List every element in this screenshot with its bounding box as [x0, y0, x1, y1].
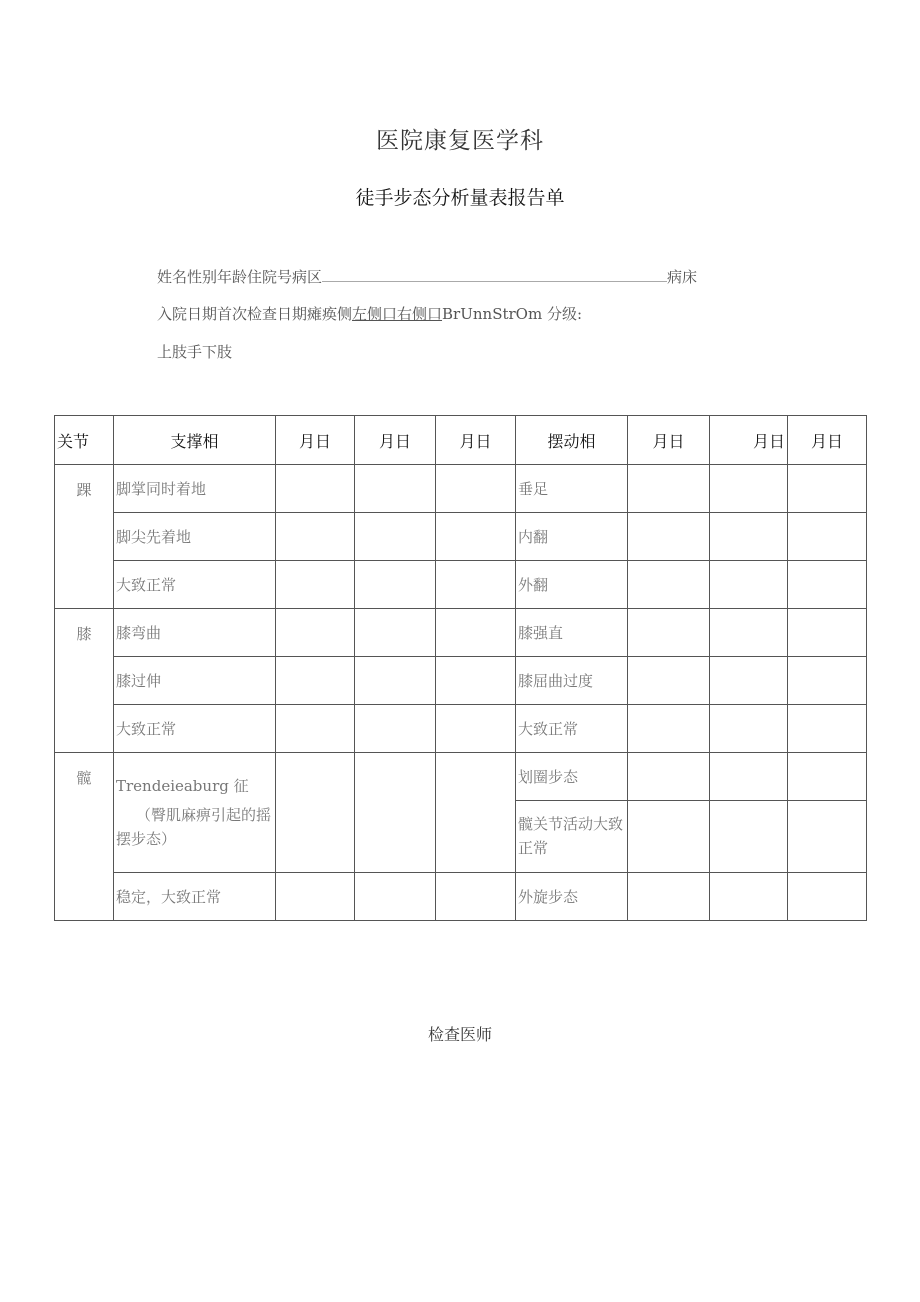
ankle-stance-item: 大致正常: [114, 561, 276, 609]
knee-stance-item: 大致正常: [114, 705, 276, 753]
date-cell[interactable]: [628, 801, 710, 873]
hip-swing-item: 划圈步态: [516, 753, 628, 801]
table-row: [55, 513, 867, 561]
patient-info-line-1: [157, 266, 697, 287]
date-cell[interactable]: [710, 705, 788, 753]
date-cell[interactable]: [628, 513, 710, 561]
date-cell[interactable]: [788, 705, 867, 753]
date-cell[interactable]: [788, 513, 867, 561]
date-cell[interactable]: [436, 465, 516, 513]
date-cell[interactable]: [710, 609, 788, 657]
date-cell[interactable]: [628, 657, 710, 705]
date-cell[interactable]: [276, 705, 355, 753]
header-date-4: 月日: [628, 416, 710, 465]
date-cell[interactable]: [710, 873, 788, 921]
date-cell[interactable]: [276, 609, 355, 657]
joint-ankle: 踝: [55, 465, 114, 609]
examining-physician-label: 检查医师: [427, 1025, 492, 1044]
date-cell[interactable]: [436, 705, 516, 753]
date-cell[interactable]: [628, 561, 710, 609]
header-date-1: 月日: [276, 416, 355, 465]
date-cell[interactable]: [788, 465, 867, 513]
trendelenburg-sign: Trendeieaburg 征: [116, 777, 249, 795]
date-cell[interactable]: [355, 657, 436, 705]
hip-stance-stable-item: 稳定，大致正常: [114, 873, 276, 921]
hip-trendelenburg-item: [114, 753, 276, 873]
date-cell[interactable]: [710, 513, 788, 561]
hip-swing-item: 髋关节活动大致正常: [516, 801, 628, 873]
ankle-swing-item: 垂足: [516, 465, 628, 513]
joint-knee: 膝: [55, 609, 114, 753]
header-date-3: 月日: [436, 416, 516, 465]
ankle-stance-item: 脚尖先着地: [114, 513, 276, 561]
table-row: [55, 561, 867, 609]
patient-basic-fields: 姓名性别年龄住院号病区: [157, 268, 323, 286]
date-cell[interactable]: [788, 657, 867, 705]
date-cell[interactable]: [710, 801, 788, 873]
date-cell[interactable]: [276, 753, 355, 873]
date-cell[interactable]: [710, 561, 788, 609]
date-cell[interactable]: [788, 561, 867, 609]
bed-label: 病床: [667, 268, 698, 286]
date-cell[interactable]: [276, 873, 355, 921]
date-cell[interactable]: [276, 561, 355, 609]
date-cell[interactable]: [788, 873, 867, 921]
form-title: 徒手步态分析量表报告单: [355, 187, 565, 209]
limb-grade-line: 上肢手下肢: [157, 343, 233, 361]
header-date-2: 月日: [355, 416, 436, 465]
table-row: [55, 873, 867, 921]
header-swing-phase: 摆动相: [516, 416, 628, 465]
brunnstrom-label: BrUnnStrOm 分级:: [442, 305, 583, 323]
knee-swing-item: 膝强直: [516, 609, 628, 657]
table-row: [55, 657, 867, 705]
date-cell[interactable]: [628, 465, 710, 513]
table-row: [55, 753, 867, 801]
date-cell[interactable]: [788, 801, 867, 873]
ankle-swing-item: 外翻: [516, 561, 628, 609]
ankle-stance-item: 脚掌同时着地: [114, 465, 276, 513]
date-cell[interactable]: [628, 609, 710, 657]
header-stance-phase: 支撑相: [114, 416, 276, 465]
date-cell[interactable]: [788, 753, 867, 801]
ankle-swing-item: 内翻: [516, 513, 628, 561]
date-cell[interactable]: [276, 657, 355, 705]
date-cell[interactable]: [436, 513, 516, 561]
date-cell[interactable]: [628, 873, 710, 921]
header-date-6: 月日: [788, 416, 867, 465]
joint-hip: 髋: [55, 753, 114, 921]
date-cell[interactable]: [436, 561, 516, 609]
date-cell[interactable]: [436, 873, 516, 921]
paralysis-side-options: 左侧口右侧口: [352, 305, 443, 323]
date-cell[interactable]: [355, 513, 436, 561]
date-cell[interactable]: [355, 705, 436, 753]
date-cell[interactable]: [355, 753, 436, 873]
knee-swing-item: 大致正常: [516, 705, 628, 753]
date-cell[interactable]: [628, 753, 710, 801]
date-cell[interactable]: [276, 513, 355, 561]
knee-stance-item: 膝过伸: [114, 657, 276, 705]
trendelenburg-note-a: （臀肌麻痹引起的摇: [136, 806, 272, 825]
date-cell[interactable]: [710, 657, 788, 705]
hospital-department-title: 医院康复医学科: [376, 128, 544, 154]
table-row: [55, 609, 867, 657]
table-header-row: [55, 416, 867, 465]
knee-swing-item: 膝屈曲过度: [516, 657, 628, 705]
date-cell[interactable]: [710, 465, 788, 513]
header-date-5: 月日: [710, 416, 788, 465]
table-row: [55, 465, 867, 513]
date-cell[interactable]: [355, 465, 436, 513]
date-cell[interactable]: [355, 561, 436, 609]
date-cell[interactable]: [276, 465, 355, 513]
ward-blank-line: [322, 267, 667, 282]
date-cell[interactable]: [436, 753, 516, 873]
header-joint: 关节: [55, 416, 114, 465]
table-row: [55, 705, 867, 753]
date-cell[interactable]: [355, 609, 436, 657]
hip-swing-item: 外旋步态: [516, 873, 628, 921]
date-cell[interactable]: [710, 753, 788, 801]
gait-analysis-table: [54, 415, 867, 921]
admission-fields: 入院日期首次检查日期瘫痪侧: [157, 305, 353, 323]
date-cell[interactable]: [788, 609, 867, 657]
date-cell[interactable]: [436, 657, 516, 705]
date-cell[interactable]: [355, 873, 436, 921]
trendelenburg-note-b: 摆步态）: [116, 829, 177, 848]
patient-info-line-2: [157, 303, 582, 324]
knee-stance-item: 膝弯曲: [114, 609, 276, 657]
date-cell[interactable]: [436, 609, 516, 657]
date-cell[interactable]: [628, 705, 710, 753]
